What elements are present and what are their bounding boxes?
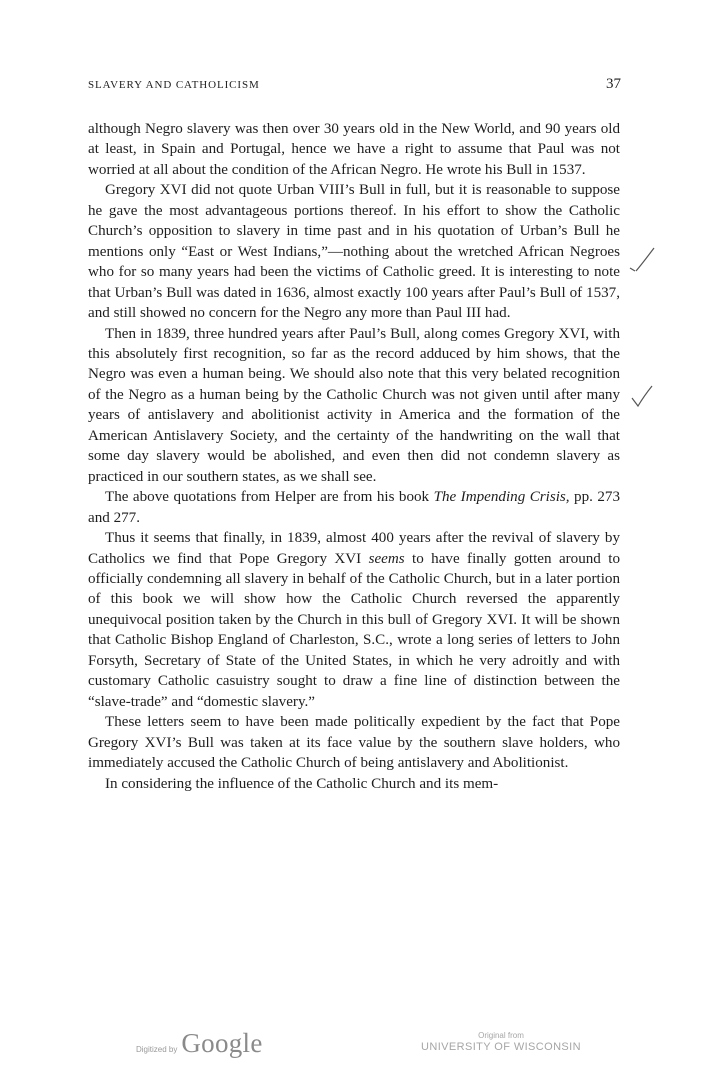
text-run: Gregory XVI did not quote Urban VIII’s Bull in full, but it is reasonable to suppose he gave the most advantageous portions thereof. In his effort to show the Catholic Church’s opposition to slavery in time past and in his quotation of Urban’s Bull he mentions only “East or West Indians,”—nothing about the wretched African Negroes who for so many years had been the victims of Catholic greed. It is interesting to note that Urban’s Bull was dated in 1636, almost exactly 100 years after Paul’s Bull of 1537, and still showed no concern for the Negro any more than Paul III had. bbox=[88, 182, 620, 322]
running-title: SLAVERY AND CATHOLICISM bbox=[88, 79, 260, 91]
text-run: Thus it seems that finally, in 1839, almost 400 years after the revival of slavery by Catholics we find that Pope Gregory XVI bbox=[88, 530, 620, 567]
original-from-label: Original from bbox=[478, 1031, 524, 1040]
text-run: Then in 1839, three hundred years after Paul’s Bull, along comes Gregory XVI, with this absolutely first recognition, so far as the record adduced by him shows, that the Negro was even a human being. We should also note that this very belated recognition of the Negro as a human being by the Catholic Church was not given until after many years of antislavery and abolitionist activity in America and the formation of the American Antislavery Society, and the certainty of the handwriting on the wall that some day slavery would be abolished, and even then did not condemn slavery as practiced in our southern states, as we shall see. bbox=[88, 325, 620, 485]
text-run: pp. 273 and 277. bbox=[88, 489, 621, 526]
paragraph bbox=[88, 119, 620, 180]
italic-text: seems bbox=[368, 550, 405, 567]
text-run: although Negro slavery was then over 30 years old in the New World, and 90 years old at least, in Spain and Portugal, hence we have a right to assume that Paul was not worried at all about the condition of the African Negro. He wrote his Bull in 1537. bbox=[88, 121, 620, 178]
digitized-by-label: Digitized by bbox=[136, 1045, 178, 1054]
body-text bbox=[88, 119, 620, 794]
text-run: The above quotations from Helper are from his book bbox=[105, 489, 434, 506]
check-mark-icon bbox=[628, 380, 668, 420]
digitized-by-google bbox=[136, 1028, 263, 1059]
institution-name: UNIVERSITY OF WISCONSIN bbox=[421, 1041, 581, 1053]
running-head bbox=[88, 76, 621, 93]
google-logo: Google bbox=[181, 1028, 263, 1058]
paragraph bbox=[88, 487, 620, 528]
paragraph bbox=[88, 774, 620, 794]
page-number: 37 bbox=[606, 76, 621, 92]
text-run: In considering the influence of the Catholic Church and its mem- bbox=[105, 775, 499, 792]
check-mark-icon bbox=[628, 244, 668, 284]
italic-text: The Impending Crisis, bbox=[433, 489, 570, 506]
paragraph bbox=[88, 528, 620, 712]
paragraph bbox=[88, 180, 620, 323]
paragraph bbox=[88, 712, 620, 773]
text-run: to have finally gotten around to officially condemning all slavery in behalf of the Catholic Church, but in a later portion of this book we will show how the Catholic Church reversed the apparently unequivocal position taken by the Church in this bull of Gregory XVI. It will be shown that Catholic Bishop England of Charleston, S.C., wrote a long series of letters to John Forsyth, Secretary of State of the United States, in which he very adroitly and with customary Catholic casuistry sought to draw a fine line of distinction between the “slave-trade” and “domestic slavery.” bbox=[88, 550, 620, 710]
paragraph bbox=[88, 324, 620, 488]
text-run: These letters seem to have been made politically expedient by the fact that Pope Gregory XVI’s Bull was taken at its face value by the southern slave holders, who immediately accused the Catholic Church of being antislavery and Abolitionist. bbox=[88, 714, 620, 772]
original-source bbox=[416, 1031, 586, 1053]
